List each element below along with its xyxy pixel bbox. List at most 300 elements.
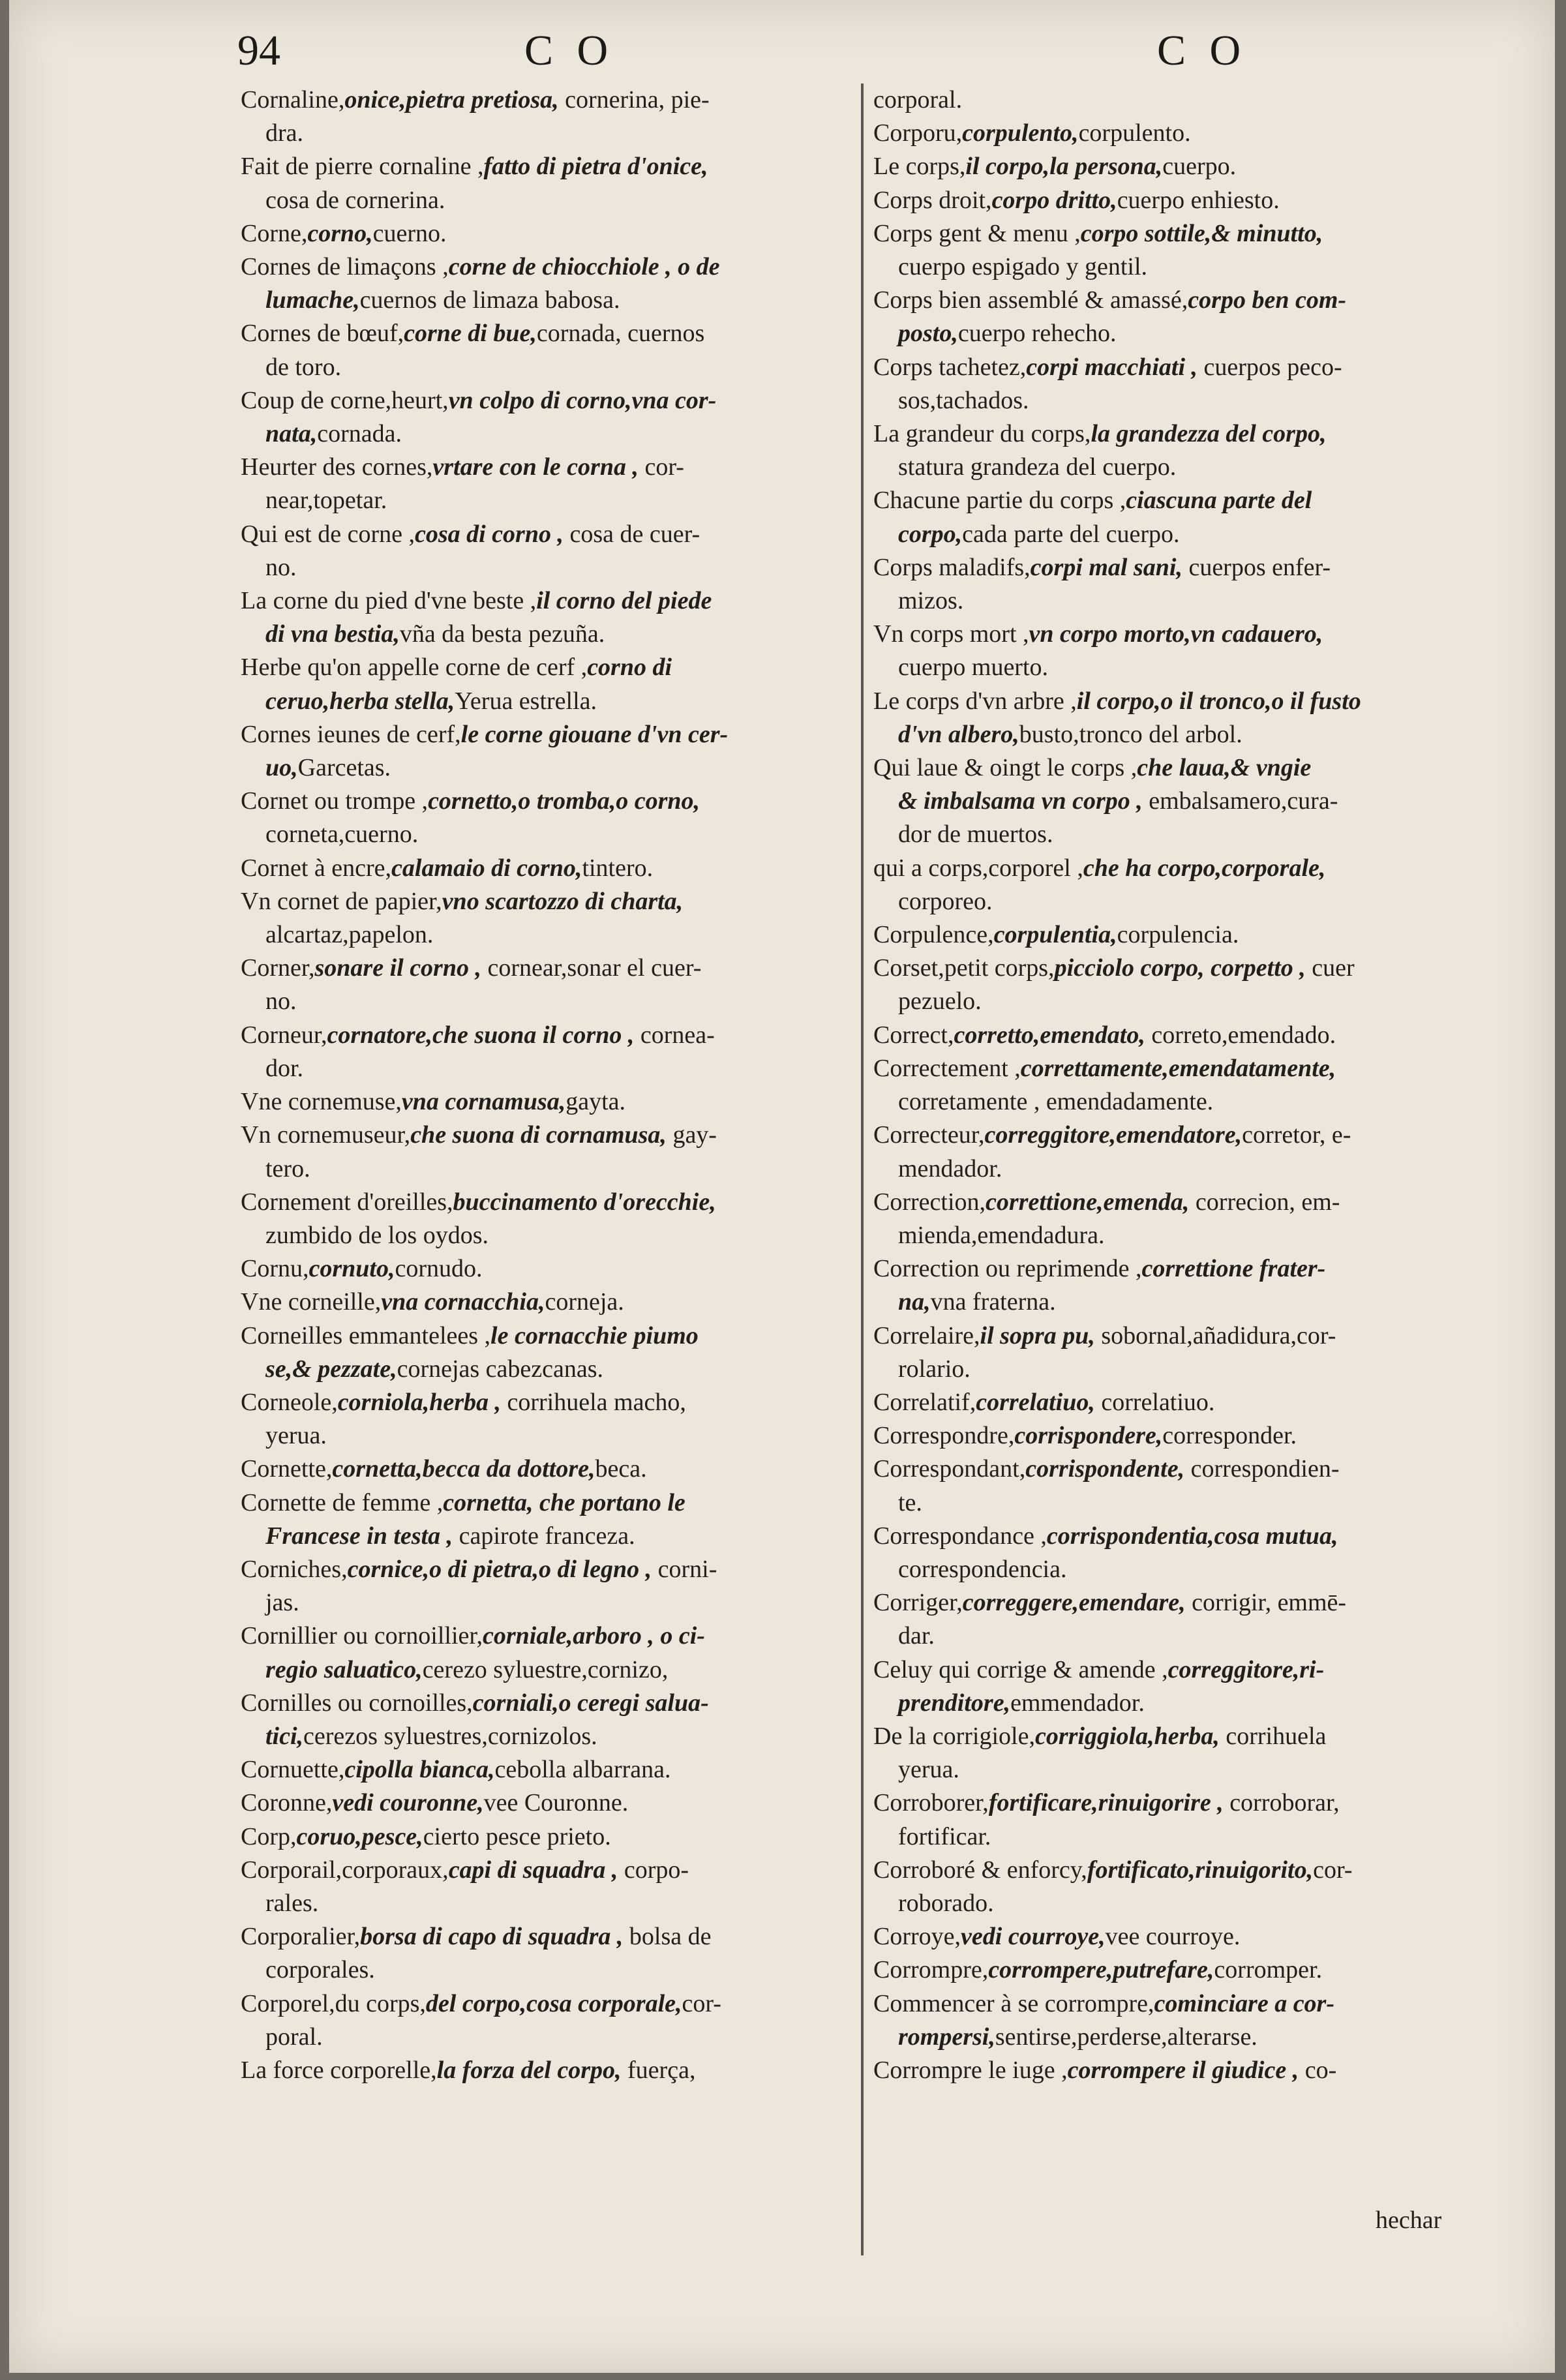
dictionary-entry xyxy=(241,317,860,384)
dictionary-entry xyxy=(241,1386,860,1453)
french-term: Chacune partie du corps , xyxy=(873,487,1126,515)
page-number: 94 xyxy=(237,27,280,74)
spanish-gloss: jas. xyxy=(265,1589,299,1617)
italian-gloss: corrispondere, xyxy=(1014,1422,1163,1450)
dictionary-entry xyxy=(873,1453,1493,1519)
italian-gloss: corpi macchiati , xyxy=(1026,353,1198,381)
french-term: La corne du pied d'vne beste , xyxy=(241,587,537,615)
entry-line xyxy=(241,250,860,284)
french-term: Correction ou reprimende , xyxy=(873,1255,1142,1283)
entry-line xyxy=(873,685,1493,718)
dictionary-entry xyxy=(873,2054,1493,2087)
dictionary-entry xyxy=(241,1319,860,1386)
entry-line xyxy=(241,1586,860,1619)
french-term: Correspondre, xyxy=(873,1422,1015,1450)
entry-line xyxy=(873,217,1493,250)
spanish-gloss: vña da besta pezuña. xyxy=(399,620,605,648)
italian-gloss: correggitore,emendatore, xyxy=(984,1121,1242,1149)
italian-gloss: prenditore, xyxy=(898,1689,1011,1717)
french-term: Vn corps mort , xyxy=(873,620,1029,648)
entry-line xyxy=(873,351,1493,384)
italian-gloss: corno, xyxy=(307,219,373,247)
spanish-gloss: cuerpos peco- xyxy=(1197,353,1342,381)
italian-gloss: vn corpo morto,vn cadauero, xyxy=(1029,620,1323,648)
italian-gloss: cornice,o di pietra,o di legno , xyxy=(347,1555,652,1583)
dictionary-entry xyxy=(241,451,860,517)
entry-line xyxy=(873,117,1493,150)
spanish-gloss: de toro. xyxy=(265,353,342,381)
dictionary-entry xyxy=(241,1486,860,1553)
italian-gloss: la forza del corpo, xyxy=(436,2056,622,2084)
spanish-gloss: zumbido de los oydos. xyxy=(265,1221,489,1249)
spanish-gloss: corpulencia. xyxy=(1117,921,1239,949)
french-term: Heurter des cornes, xyxy=(241,453,433,481)
entry-line xyxy=(873,618,1493,651)
entry-line xyxy=(873,1319,1493,1353)
entry-line xyxy=(241,1553,860,1586)
french-term: dra. xyxy=(265,119,304,147)
entry-line xyxy=(873,2021,1493,2054)
entry-line xyxy=(241,718,860,751)
entry-line xyxy=(241,1920,860,1953)
dictionary-entry xyxy=(241,250,860,317)
entry-line xyxy=(241,1119,860,1152)
french-term: Corroborer, xyxy=(873,1789,989,1817)
dictionary-entry xyxy=(241,651,860,717)
french-term: De la corrigiole, xyxy=(873,1722,1035,1750)
spanish-gloss: cor- xyxy=(1313,1856,1353,1884)
entry-line xyxy=(873,1920,1493,1953)
french-term: Vne corneille, xyxy=(241,1288,382,1316)
entry-line xyxy=(241,952,860,985)
entry-line xyxy=(241,150,860,183)
french-term: Cornes de limaçons , xyxy=(241,253,449,281)
spanish-gloss: corretor, e- xyxy=(1242,1121,1351,1149)
left-column xyxy=(241,83,860,2087)
italian-gloss: cominciare a cor- xyxy=(1154,1989,1335,2017)
dictionary-entry xyxy=(241,1820,860,1854)
dictionary-entry xyxy=(241,1286,860,1319)
spanish-gloss: corromper. xyxy=(1214,1956,1323,1984)
french-term: Cornet à encre, xyxy=(241,854,392,882)
spanish-gloss: sobornal,añadidura,cor- xyxy=(1094,1321,1336,1349)
entry-line xyxy=(873,1353,1493,1386)
entry-line xyxy=(241,1520,860,1553)
italian-gloss: che suona di cornamusa, xyxy=(410,1121,667,1149)
dictionary-entry xyxy=(873,83,1493,117)
french-term: Qui est de corne , xyxy=(241,520,415,548)
entry-line xyxy=(873,952,1493,985)
french-term: Commencer à se corrompre, xyxy=(873,1989,1154,2017)
spanish-gloss: cuerpos enfer- xyxy=(1182,553,1331,581)
french-term: Corneole, xyxy=(241,1388,338,1416)
entry-line xyxy=(873,1653,1493,1687)
spanish-gloss: gay- xyxy=(666,1121,717,1149)
spanish-gloss: mendador. xyxy=(898,1154,1002,1182)
entry-line xyxy=(873,1687,1493,1720)
italian-gloss: cornetta, che portano le xyxy=(443,1488,685,1516)
entry-line xyxy=(241,1019,860,1052)
spanish-gloss: cuerpo muerto. xyxy=(898,654,1049,682)
entry-line xyxy=(873,885,1493,918)
italian-gloss: corrispondentia,cosa mutua, xyxy=(1046,1522,1338,1550)
entry-line xyxy=(241,1887,860,1920)
french-term: Corps gent & menu , xyxy=(873,219,1081,247)
entry-line xyxy=(241,451,860,484)
spanish-gloss: capirote franceza. xyxy=(453,1522,635,1550)
entry-line xyxy=(873,985,1493,1018)
spanish-gloss: cuerpo rehecho. xyxy=(957,320,1117,348)
spanish-gloss: alcartaz,papelon. xyxy=(265,921,434,949)
entry-line xyxy=(873,1019,1493,1052)
italian-gloss: regio saluatico, xyxy=(265,1655,423,1683)
italian-gloss: nata, xyxy=(265,420,318,448)
spanish-gloss: near,topetar. xyxy=(265,487,387,515)
italian-gloss: cornetto,o tromba,o corno, xyxy=(428,787,700,815)
entry-line xyxy=(873,584,1493,618)
entry-line xyxy=(241,184,860,217)
book-page xyxy=(9,0,1555,2373)
dictionary-entry xyxy=(873,117,1493,150)
italian-gloss: corno di xyxy=(587,654,672,682)
italian-gloss: corpi mal sani, xyxy=(1030,553,1182,581)
dictionary-entry xyxy=(241,1753,860,1786)
french-term: Corporu, xyxy=(873,119,963,147)
entry-line xyxy=(241,885,860,918)
entry-line xyxy=(241,317,860,350)
spanish-gloss: dor. xyxy=(265,1054,304,1082)
italian-gloss: & imbalsama vn corpo , xyxy=(898,787,1143,815)
entry-line xyxy=(241,985,860,1018)
italian-gloss: le cornacchie piumo xyxy=(490,1321,699,1349)
dictionary-entry xyxy=(241,1085,860,1119)
entry-line xyxy=(873,651,1493,684)
french-term: Correction, xyxy=(873,1188,986,1216)
dictionary-entry xyxy=(241,1453,860,1486)
italian-gloss: correttione frater- xyxy=(1141,1255,1326,1283)
french-term: Corner, xyxy=(241,954,315,982)
dictionary-entry xyxy=(241,1987,860,2054)
spanish-gloss: cor- xyxy=(682,1989,721,2017)
spanish-gloss: corrihuela macho, xyxy=(501,1388,686,1416)
french-term: Cornes de bœuf, xyxy=(241,320,404,348)
spanish-gloss: poral. xyxy=(265,2023,323,2051)
italian-gloss: picciolo corpo, corpetto , xyxy=(1054,954,1306,982)
entry-line xyxy=(241,818,860,851)
entry-line xyxy=(873,1854,1493,1887)
dictionary-entry xyxy=(873,1987,1493,2054)
italian-gloss: corniola,herba , xyxy=(337,1388,501,1416)
entry-line xyxy=(241,852,860,885)
dictionary-entry xyxy=(873,1786,1493,1853)
entry-line xyxy=(241,1453,860,1486)
spanish-gloss: sos,tachados. xyxy=(898,386,1029,414)
italian-gloss: corretto,emendato, xyxy=(954,1021,1145,1049)
dictionary-entry xyxy=(873,1720,1493,1786)
italian-gloss: se,& pezzate, xyxy=(265,1355,397,1383)
spanish-gloss: cada parte del cuerpo. xyxy=(962,520,1180,548)
entry-line xyxy=(873,818,1493,851)
entry-line xyxy=(241,584,860,618)
dictionary-entry xyxy=(873,685,1493,751)
spanish-gloss: te. xyxy=(898,1488,922,1516)
italian-gloss: coruo,pesce, xyxy=(296,1822,423,1850)
french-term: Corroboré & enforcy, xyxy=(873,1856,1087,1884)
dictionary-entry xyxy=(873,1319,1493,1386)
entry-line xyxy=(873,751,1493,785)
entry-line xyxy=(241,1386,860,1419)
entry-line xyxy=(241,484,860,517)
entry-line xyxy=(873,1619,1493,1653)
spanish-gloss: yerua. xyxy=(898,1756,959,1784)
entry-line xyxy=(241,417,860,451)
entry-line xyxy=(241,284,860,317)
italian-gloss: corriggiola,herba, xyxy=(1034,1722,1220,1750)
italian-gloss: tici, xyxy=(265,1722,304,1750)
spanish-gloss: cornear,sonar el cuer- xyxy=(481,954,702,982)
spanish-gloss: pezuelo. xyxy=(898,987,982,1016)
italian-gloss: onice,pietra pretiosa, xyxy=(344,86,559,113)
dictionary-entry xyxy=(873,1119,1493,1185)
entry-line xyxy=(873,184,1493,217)
italian-gloss: buccinamento d'orecchie, xyxy=(453,1188,716,1216)
spanish-gloss: corpo- xyxy=(618,1856,689,1884)
dictionary-entry xyxy=(241,1786,860,1820)
spanish-gloss: corporales. xyxy=(265,1956,375,1984)
entry-line xyxy=(873,317,1493,350)
french-term: Correlaire, xyxy=(873,1321,980,1349)
dictionary-entry xyxy=(873,1854,1493,1920)
spanish-gloss: corporal. xyxy=(873,86,963,113)
dictionary-entry xyxy=(873,852,1493,918)
italian-gloss: corrompere il giudice , xyxy=(1067,2056,1299,2084)
italian-gloss: il corno del piede xyxy=(536,587,712,615)
italian-gloss: uo, xyxy=(265,754,298,782)
spanish-gloss: cerezos syluestres,cornizolos. xyxy=(303,1722,597,1750)
french-term: Corneilles emmantelees , xyxy=(241,1321,491,1349)
dictionary-entry xyxy=(873,1052,1493,1119)
italian-gloss: vno scartozzo di charta, xyxy=(442,887,684,915)
entry-line xyxy=(873,785,1493,818)
italian-gloss: corne de chiocchiole , o de xyxy=(448,253,720,281)
spanish-gloss: no. xyxy=(265,553,297,581)
french-term: Cornette, xyxy=(241,1455,333,1483)
french-term: Cornette de femme , xyxy=(241,1488,444,1516)
spanish-gloss: corpulento. xyxy=(1078,119,1191,147)
french-term: Cornilles ou cornoilles, xyxy=(241,1689,473,1717)
dictionary-entry xyxy=(873,1520,1493,1586)
italian-gloss: corrispondente, xyxy=(1025,1455,1185,1483)
dictionary-entry xyxy=(241,1119,860,1185)
spanish-gloss: cuernos de limaza babosa. xyxy=(359,286,620,314)
column-rule xyxy=(861,83,864,2255)
french-term: Corrompre, xyxy=(873,1956,989,1984)
entry-line xyxy=(873,1453,1493,1486)
italian-gloss: il sopra pu, xyxy=(980,1321,1095,1349)
italian-gloss: rompersi, xyxy=(898,2023,995,2051)
entry-line xyxy=(241,1052,860,1085)
entry-line xyxy=(241,1486,860,1520)
french-term: Correlatif, xyxy=(873,1388,976,1416)
italian-gloss: correggere,emendare, xyxy=(962,1589,1186,1617)
entry-line xyxy=(873,1553,1493,1586)
french-term: Corps tachetez, xyxy=(873,353,1027,381)
spanish-gloss: corretamente , emendadamente. xyxy=(898,1088,1214,1116)
dictionary-entry xyxy=(241,718,860,785)
entry-line xyxy=(873,284,1493,317)
french-term: Vn cornet de papier, xyxy=(241,887,442,915)
french-term: Corriger, xyxy=(873,1589,963,1617)
dictionary-entry xyxy=(241,518,860,584)
italian-gloss: corpulentia, xyxy=(993,921,1117,949)
dictionary-entry xyxy=(241,1687,860,1753)
spanish-gloss: correspondencia. xyxy=(898,1555,1067,1583)
italian-gloss: d'vn albero, xyxy=(898,720,1019,748)
french-term: Corset,petit corps, xyxy=(873,954,1055,982)
entry-line xyxy=(873,1152,1493,1186)
entry-line xyxy=(241,785,860,818)
italian-gloss: cornuto, xyxy=(309,1255,395,1283)
entry-line xyxy=(241,518,860,551)
entry-line xyxy=(241,1219,860,1252)
entry-line xyxy=(873,1720,1493,1753)
italian-gloss: borsa di capo di squadra , xyxy=(360,1923,624,1951)
entry-line xyxy=(873,1186,1493,1219)
spanish-gloss: correcion, em- xyxy=(1189,1188,1340,1216)
italian-gloss: corpo sottile,& minutto, xyxy=(1080,219,1323,247)
italian-gloss: corpo ben com- xyxy=(1188,286,1347,314)
italian-gloss: corne di bue, xyxy=(404,320,537,348)
spanish-gloss: corrihuela xyxy=(1219,1722,1327,1750)
italian-gloss: corpo, xyxy=(898,520,963,548)
spanish-gloss: gayta. xyxy=(565,1088,625,1116)
spanish-gloss: no. xyxy=(265,987,297,1016)
french-term: Celuy qui corrige & amende , xyxy=(873,1655,1168,1683)
french-term: Vn cornemuseur, xyxy=(241,1121,411,1149)
spanish-gloss: Garcetas. xyxy=(297,754,391,782)
italian-gloss: fortificato,rinuigorito, xyxy=(1087,1856,1314,1884)
spanish-gloss: correlatiuo. xyxy=(1094,1388,1215,1416)
italian-gloss: corpulento, xyxy=(962,119,1079,147)
spanish-gloss: correto,emendado. xyxy=(1145,1021,1336,1049)
spanish-gloss: cuerno. xyxy=(372,219,447,247)
dictionary-entry xyxy=(873,1920,1493,1953)
entry-line xyxy=(873,1753,1493,1786)
french-term: Cornet ou trompe , xyxy=(241,787,429,815)
italian-gloss: correggitore,ri- xyxy=(1167,1655,1325,1683)
entry-line xyxy=(241,1319,860,1353)
spanish-gloss: mizos. xyxy=(898,587,964,615)
french-term: Correcteur, xyxy=(873,1121,985,1149)
entry-line xyxy=(241,1085,860,1119)
french-term: Coronne, xyxy=(241,1789,333,1817)
spanish-gloss: cornea- xyxy=(634,1021,715,1049)
french-term: Corniches, xyxy=(241,1555,348,1583)
dictionary-entry xyxy=(873,284,1493,350)
dictionary-entry xyxy=(241,1186,860,1252)
french-term: Coup de corne,heurt, xyxy=(241,386,449,414)
dictionary-entry xyxy=(873,1252,1493,1319)
italian-gloss: vrtare con le corna , xyxy=(432,453,639,481)
entry-line xyxy=(873,150,1493,183)
entry-line xyxy=(241,1419,860,1453)
italian-gloss: ciascuna parte del xyxy=(1126,487,1312,515)
dictionary-entry xyxy=(873,618,1493,684)
spanish-gloss: cuerpo enhiesto. xyxy=(1117,186,1280,214)
entry-line xyxy=(873,1953,1493,1987)
spanish-gloss: vee Couronne. xyxy=(483,1789,629,1817)
dictionary-entry xyxy=(873,150,1493,183)
right-column xyxy=(873,83,1493,2087)
spanish-gloss: cuer xyxy=(1305,954,1355,982)
spanish-gloss: cornerina, pie- xyxy=(558,86,710,113)
spanish-gloss: cornada. xyxy=(317,420,402,448)
entry-line xyxy=(873,1887,1493,1920)
spanish-gloss: rolario. xyxy=(898,1355,971,1383)
entry-line xyxy=(873,250,1493,284)
entry-line xyxy=(241,1854,860,1887)
spanish-gloss: tintero. xyxy=(582,854,654,882)
french-term: Corne, xyxy=(241,219,308,247)
french-term: Corporalier, xyxy=(241,1923,361,1951)
spanish-gloss: corneja. xyxy=(545,1288,624,1316)
french-term: Vne cornemuse, xyxy=(241,1088,402,1116)
french-term: Correspondance , xyxy=(873,1522,1047,1550)
french-term: Fait de pierre cornaline , xyxy=(241,153,484,181)
italian-gloss: di vna bestia, xyxy=(265,620,400,648)
entry-line xyxy=(241,1953,860,1987)
right-running-head: C O xyxy=(1157,27,1248,74)
spanish-gloss: fuerça, xyxy=(621,2056,696,2084)
spanish-gloss: corneta,cuerno. xyxy=(265,821,419,849)
dictionary-entry xyxy=(873,551,1493,618)
italian-gloss: vedi couronne, xyxy=(332,1789,484,1817)
dictionary-entry xyxy=(241,952,860,1018)
italian-gloss: vedi courroye, xyxy=(961,1923,1106,1951)
entry-line xyxy=(873,551,1493,584)
italian-gloss: fortificare,rinuigorire , xyxy=(988,1789,1224,1817)
entry-line xyxy=(241,551,860,584)
italian-gloss: ceruo,herba stella, xyxy=(265,687,455,715)
french-term: Qui laue & oingt le corps , xyxy=(873,754,1137,782)
spanish-gloss: co- xyxy=(1299,2056,1337,2084)
italian-gloss: la grandezza del corpo, xyxy=(1091,420,1327,448)
entry-line xyxy=(241,651,860,684)
entry-line xyxy=(873,1252,1493,1286)
entry-line xyxy=(241,1286,860,1319)
entry-line xyxy=(873,417,1493,451)
italian-gloss: le corne giouane d'vn cer- xyxy=(460,720,729,748)
dictionary-entry xyxy=(241,1019,860,1085)
entry-line xyxy=(241,2054,860,2087)
entry-line xyxy=(873,1052,1493,1085)
french-term: La grandeur du corps, xyxy=(873,420,1091,448)
spanish-gloss: cierto pesce prieto. xyxy=(423,1822,611,1850)
french-term: Correctement , xyxy=(873,1054,1021,1082)
dictionary-entry xyxy=(873,1386,1493,1419)
entry-line xyxy=(241,1252,860,1286)
dictionary-entry xyxy=(241,384,860,451)
spanish-gloss: corresponder. xyxy=(1162,1422,1297,1450)
spanish-gloss: cornudo. xyxy=(395,1255,483,1283)
italian-gloss: corrompere,putrefare, xyxy=(988,1956,1214,1984)
spanish-gloss: roborado. xyxy=(898,1889,994,1917)
french-term: Correct, xyxy=(873,1021,954,1049)
spanish-gloss: fortificar. xyxy=(898,1822,991,1850)
french-term: Cornaline, xyxy=(241,86,345,113)
dictionary-entry xyxy=(873,1586,1493,1653)
italian-gloss: vna cornacchia, xyxy=(381,1288,545,1316)
